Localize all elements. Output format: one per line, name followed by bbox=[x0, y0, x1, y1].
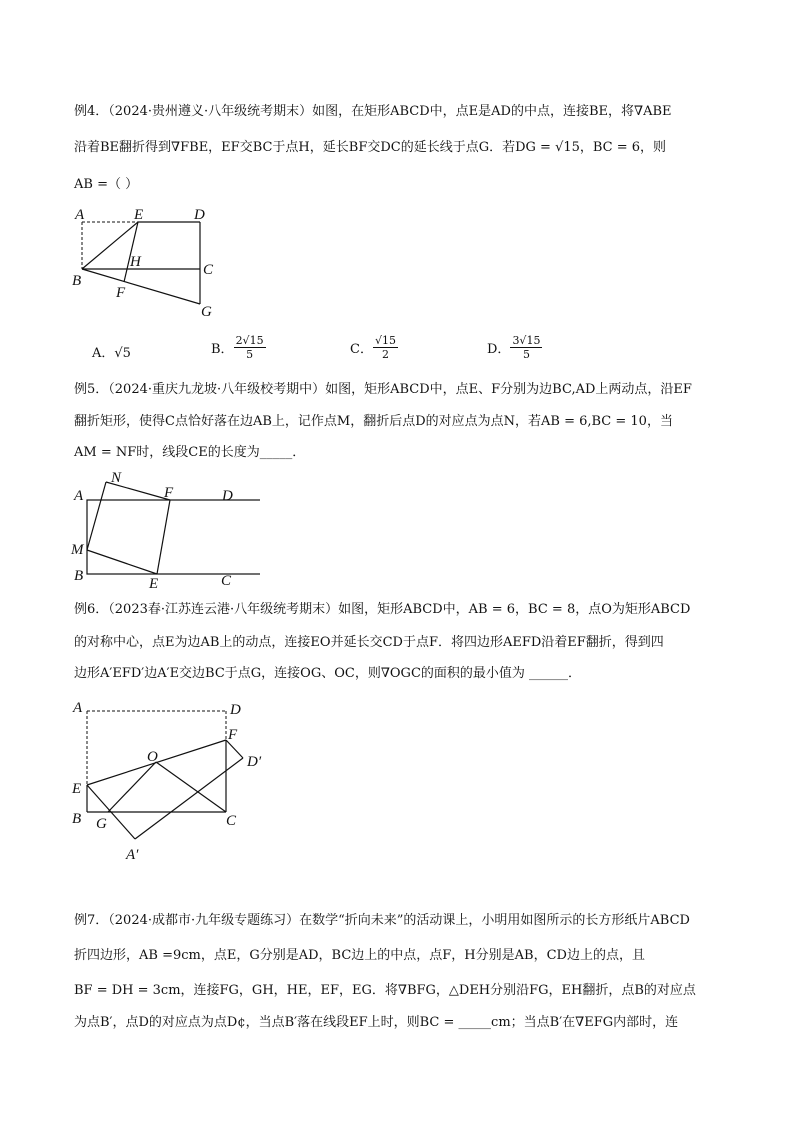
ex5-label-C: C bbox=[221, 573, 232, 589]
ex6-label-Ap: A′ bbox=[126, 847, 139, 863]
ex4-choice-c[interactable] bbox=[350, 334, 398, 361]
ex6-label-A: A bbox=[73, 700, 83, 716]
ex4-choice-d[interactable] bbox=[487, 334, 542, 361]
ex6-label-C: C bbox=[226, 813, 237, 829]
ex5-line1: 例5．（2024·重庆九龙坡·八年级校考期中）如图，矩形ABCD中，点E、F分别为边BC,AD上两动点，沿EF bbox=[74, 382, 692, 397]
ex6-line3: 边形A′EFD′边A′E交边BC于点G，连接OG、OC，则∇OGC的面积的最小值为 ______． bbox=[74, 666, 582, 681]
ex6-OC bbox=[156, 762, 226, 812]
ex6-label-B: B bbox=[72, 811, 82, 827]
ex4-label-H: H bbox=[130, 254, 141, 270]
ex4-choice-b[interactable] bbox=[211, 334, 266, 361]
ex6-label-D: D bbox=[230, 702, 241, 718]
ex4-choice-b-num: 2√15 bbox=[235, 334, 264, 347]
ex4-label-D: D bbox=[194, 207, 205, 223]
ex5-label-E: E bbox=[149, 576, 159, 591]
ex4-choice-d-fraction bbox=[510, 334, 542, 361]
ex7-line2: 折四边形，AB =9cm，点E，G分别是AD，BC边上的中点，点F，H分别是AB，CD边上的点，且 bbox=[74, 948, 645, 963]
ex7-line4: 为点B′，点D的对应点为点D¢，当点B′落在线段EF上时，则BC = _____cm；当点B′在∇EFG内部时，连 bbox=[74, 1015, 679, 1030]
ex5-EM bbox=[87, 550, 157, 574]
ex6-label-F: F bbox=[228, 727, 238, 743]
ex5-label-F: F bbox=[164, 485, 174, 501]
ex6-label-G: G bbox=[96, 816, 107, 832]
ex4-label-G: G bbox=[201, 304, 212, 320]
ex4-choice-a-value: √5 bbox=[114, 346, 131, 361]
ex4-line3: AB =（ ） bbox=[74, 177, 139, 192]
ex4-choice-b-den: 5 bbox=[246, 348, 254, 361]
ex6-line1: 例6．（2023春·江苏连云港·八年级统考期末）如图，矩形ABCD中，AB = 6，BC = 8，点O为矩形ABCD bbox=[74, 602, 691, 617]
ex7-line1: 例7．（2024·成都市·九年级专题练习）在数学“折向未来”的活动课上，小明用如图所示的长方形纸片ABCD bbox=[74, 913, 690, 928]
ex5-rect-ABCD bbox=[87, 500, 260, 574]
ex4-figure bbox=[60, 200, 230, 325]
ex4-choice-a[interactable] bbox=[92, 342, 131, 361]
ex7-line3: BF = DH = 3cm，连接FG，GH，HE，EF，EG．将∇BFG，△DEH分别沿FG，EH翻折，点B的对应点 bbox=[74, 983, 696, 998]
ex5-label-D: D bbox=[222, 488, 233, 504]
ex4-label-E: E bbox=[134, 207, 144, 223]
ex6-line2: 的对称中心，点E为边AB上的动点，连接EO并延长交CD于点F．将四边形AEFD沿着EF翻折，得到四 bbox=[74, 635, 664, 650]
ex5-label-N: N bbox=[111, 470, 122, 486]
ex5-label-A: A bbox=[74, 488, 84, 504]
ex4-line2: 沿着BE翻折得到∇FBE，EF交BC于点H，延长BF交DC的延长线于点G．若DG = √15，BC = 6，则 bbox=[74, 140, 667, 155]
ex4-choice-c-fraction bbox=[373, 334, 398, 361]
ex5-line2: 翻折矩形，使得C点恰好落在边AB上，记作点M，翻折后点D的对应点为点N，若AB = 6,BC = 10，当 bbox=[74, 414, 673, 429]
ex5-label-M: M bbox=[71, 542, 84, 558]
ex6-figure bbox=[60, 692, 280, 867]
ex6-label-Dp: D′ bbox=[247, 754, 262, 770]
ex4-choice-c-label: C． bbox=[350, 342, 373, 357]
ex4-choice-b-label: B． bbox=[211, 342, 234, 357]
ex5-line3: AM = NF时，线段CE的长度为_____． bbox=[74, 445, 306, 460]
ex4-choice-c-den: 2 bbox=[381, 348, 389, 361]
ex4-line1: 例4．（2024·贵州遵义·八年级统考期末）如图，在矩形ABCD中，点E是AD的中点，连接BE，将∇ABE bbox=[74, 104, 672, 119]
ex4-label-C: C bbox=[203, 262, 214, 278]
ex5-FE bbox=[157, 500, 170, 574]
ex4-BG bbox=[82, 269, 200, 304]
ex6-OG bbox=[108, 762, 156, 812]
ex4-choice-b-fraction bbox=[234, 334, 266, 361]
ex4-choice-d-num: 3√15 bbox=[512, 334, 541, 347]
ex4-EF bbox=[124, 222, 138, 282]
ex5-figure bbox=[60, 466, 260, 591]
ex4-label-A: A bbox=[75, 207, 85, 223]
ex5-MN bbox=[87, 482, 106, 550]
ex4-label-F: F bbox=[116, 285, 126, 301]
ex6-label-E: E bbox=[72, 781, 82, 797]
ex4-choice-a-label: A． bbox=[92, 346, 115, 361]
ex6-label-O: O bbox=[147, 749, 158, 765]
ex5-label-B: B bbox=[74, 568, 84, 584]
ex4-choice-d-den: 5 bbox=[522, 348, 530, 361]
ex4-label-B: B bbox=[72, 273, 82, 289]
ex4-choice-c-num: √15 bbox=[374, 334, 396, 347]
ex4-choice-d-label: D． bbox=[487, 342, 511, 357]
